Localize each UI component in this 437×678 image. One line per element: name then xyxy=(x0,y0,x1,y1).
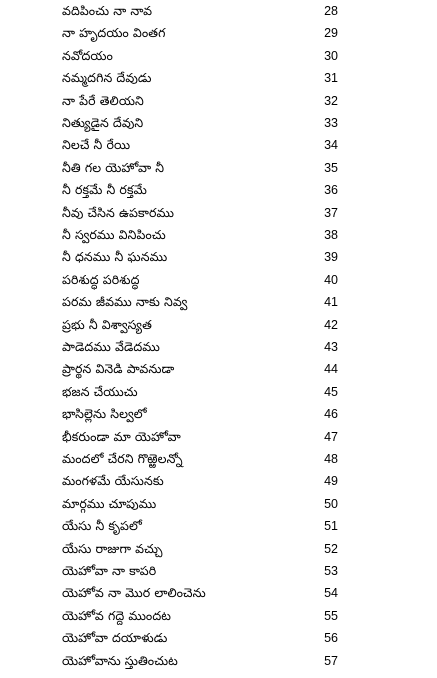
toc-entry-title: యెహోవ గద్దె ముందట xyxy=(62,607,172,623)
toc-entry-page: 44 xyxy=(324,362,338,377)
toc-entry-page: 56 xyxy=(324,631,338,646)
toc-entry-title: మంగళమే యేసునకు xyxy=(62,473,164,489)
toc-entry-title: నీ స్వరము వినిపించు xyxy=(62,227,166,242)
toc-entry-title: నా హృదయం వింతగ xyxy=(62,25,166,41)
toc-entry xyxy=(0,134,437,156)
toc-entry-title: యెహోవాను స్తుతించుట xyxy=(62,652,178,668)
toc-entry-page: 33 xyxy=(324,116,338,130)
toc-entry-page: 54 xyxy=(324,586,338,601)
toc-entry-page: 39 xyxy=(324,250,338,265)
toc-entry-title: నవోదయం xyxy=(62,47,113,63)
toc-entry xyxy=(0,582,437,604)
toc-entry xyxy=(0,112,437,134)
toc-entry-page: 30 xyxy=(324,48,338,63)
toc-entry-title: నీ ధనము నీ ఘనము xyxy=(62,249,168,265)
toc-entry-title: నీ రక్తమే నీ రక్తమే xyxy=(62,182,147,198)
toc-entry-title: యెహోవ నా మొర లాలించెను xyxy=(62,585,206,601)
toc-entry xyxy=(0,560,437,582)
toc-entry xyxy=(0,336,437,358)
toc-entry-title: మార్గము చూపుము xyxy=(62,495,157,511)
toc-entry-title: యెహోవా దయాళుడు xyxy=(62,630,168,646)
toc-entry-page: 55 xyxy=(324,608,338,623)
toc-entry-title: ప్రభు నీ విశ్వాస్యత xyxy=(62,316,152,332)
toc-entry-title: నీవు చేసిన ఉపకారము xyxy=(62,204,175,220)
toc-entry-title: వదిపించు నా నావ xyxy=(62,3,153,18)
toc-entry-page: 43 xyxy=(324,340,338,354)
toc-entry-page: 47 xyxy=(324,429,338,444)
toc-entry-title: యేసు నీ కృపలో xyxy=(62,518,142,534)
toc-entry xyxy=(0,22,437,44)
toc-entry-page: 37 xyxy=(324,205,338,220)
toc-entry xyxy=(0,90,437,112)
toc-entry-page: 29 xyxy=(324,26,338,41)
toc-entry xyxy=(0,179,437,201)
toc-entry xyxy=(0,202,437,224)
toc-entry-title: యేసు రాజుగా వచ్చు xyxy=(62,540,163,556)
toc-entry xyxy=(0,67,437,89)
toc-entry xyxy=(0,224,437,246)
toc-entry-page: 46 xyxy=(324,407,338,422)
toc-entry-page: 42 xyxy=(324,317,338,332)
toc-entry xyxy=(0,470,437,492)
toc-entry-title: భీకరుండా మా యెహోవా xyxy=(62,428,181,444)
toc-entry xyxy=(0,157,437,179)
toc-entry-page: 48 xyxy=(324,452,338,466)
toc-entry-title: భజన చేయుచు xyxy=(62,383,138,399)
toc-entry-title: పరిశుద్ధ పరిశుద్ధ xyxy=(62,271,140,287)
toc-entry-title: నిలచే నీ రేయి xyxy=(62,137,131,153)
toc-entry-page: 34 xyxy=(324,138,338,153)
toc-entry-page: 50 xyxy=(324,496,338,511)
toc-entry-page: 41 xyxy=(324,295,338,310)
toc-entry-page: 51 xyxy=(324,519,338,534)
toc-entry-page: 52 xyxy=(324,541,338,556)
toc-entry-title: పరమ జీవము నాకు నివ్వ xyxy=(62,294,188,310)
toc-entry-title: నా పేరే తెలియని xyxy=(62,92,144,108)
toc-entry xyxy=(0,448,437,470)
toc-entry-title: నమ్మదగిన దేవుడు xyxy=(62,70,152,86)
toc-entry-title: యెహోవా నా కాపరి xyxy=(62,563,157,578)
toc-entry-page: 57 xyxy=(324,653,338,668)
toc-entry-page: 32 xyxy=(324,93,338,108)
toc-entry-title: నిత్యుడైన దేవుని xyxy=(62,115,144,130)
toc-entry-title: మందలో చేరని గొఱ్ఱెలన్నో xyxy=(62,451,183,466)
toc-entry xyxy=(0,650,437,672)
toc-entry xyxy=(0,403,437,425)
toc-entry xyxy=(0,627,437,649)
toc-entry-page: 38 xyxy=(324,228,338,242)
toc-entry-title: నీతి గల యెహోవా నీ xyxy=(62,159,165,175)
toc-entry-page: 45 xyxy=(324,384,338,399)
toc-entry-page: 49 xyxy=(324,474,338,489)
toc-entry-page: 40 xyxy=(324,272,338,287)
toc-entry xyxy=(0,605,437,627)
toc-entry-page: 53 xyxy=(324,564,338,578)
toc-entry xyxy=(0,0,437,22)
toc-entry xyxy=(0,426,437,448)
toc-entry xyxy=(0,45,437,67)
toc-entry xyxy=(0,269,437,291)
toc-entry xyxy=(0,314,437,336)
toc-entry xyxy=(0,291,437,313)
toc-entry xyxy=(0,381,437,403)
toc-entry xyxy=(0,538,437,560)
toc-entry-title: ప్రార్థన వినెడి పావనుడా xyxy=(62,361,175,377)
toc-entry-title: భాసిల్లెను సిల్వలో xyxy=(62,406,147,422)
toc-entry-page: 28 xyxy=(324,4,338,18)
toc-entry xyxy=(0,358,437,380)
toc-entry-page: 35 xyxy=(324,160,338,175)
toc-entry-title: పాడెదము వేడెదము xyxy=(62,339,160,354)
toc-entry-page: 31 xyxy=(324,71,338,86)
toc-entry-page: 36 xyxy=(324,183,338,198)
toc-entry xyxy=(0,515,437,537)
toc-entry xyxy=(0,493,437,515)
toc-entry xyxy=(0,246,437,268)
